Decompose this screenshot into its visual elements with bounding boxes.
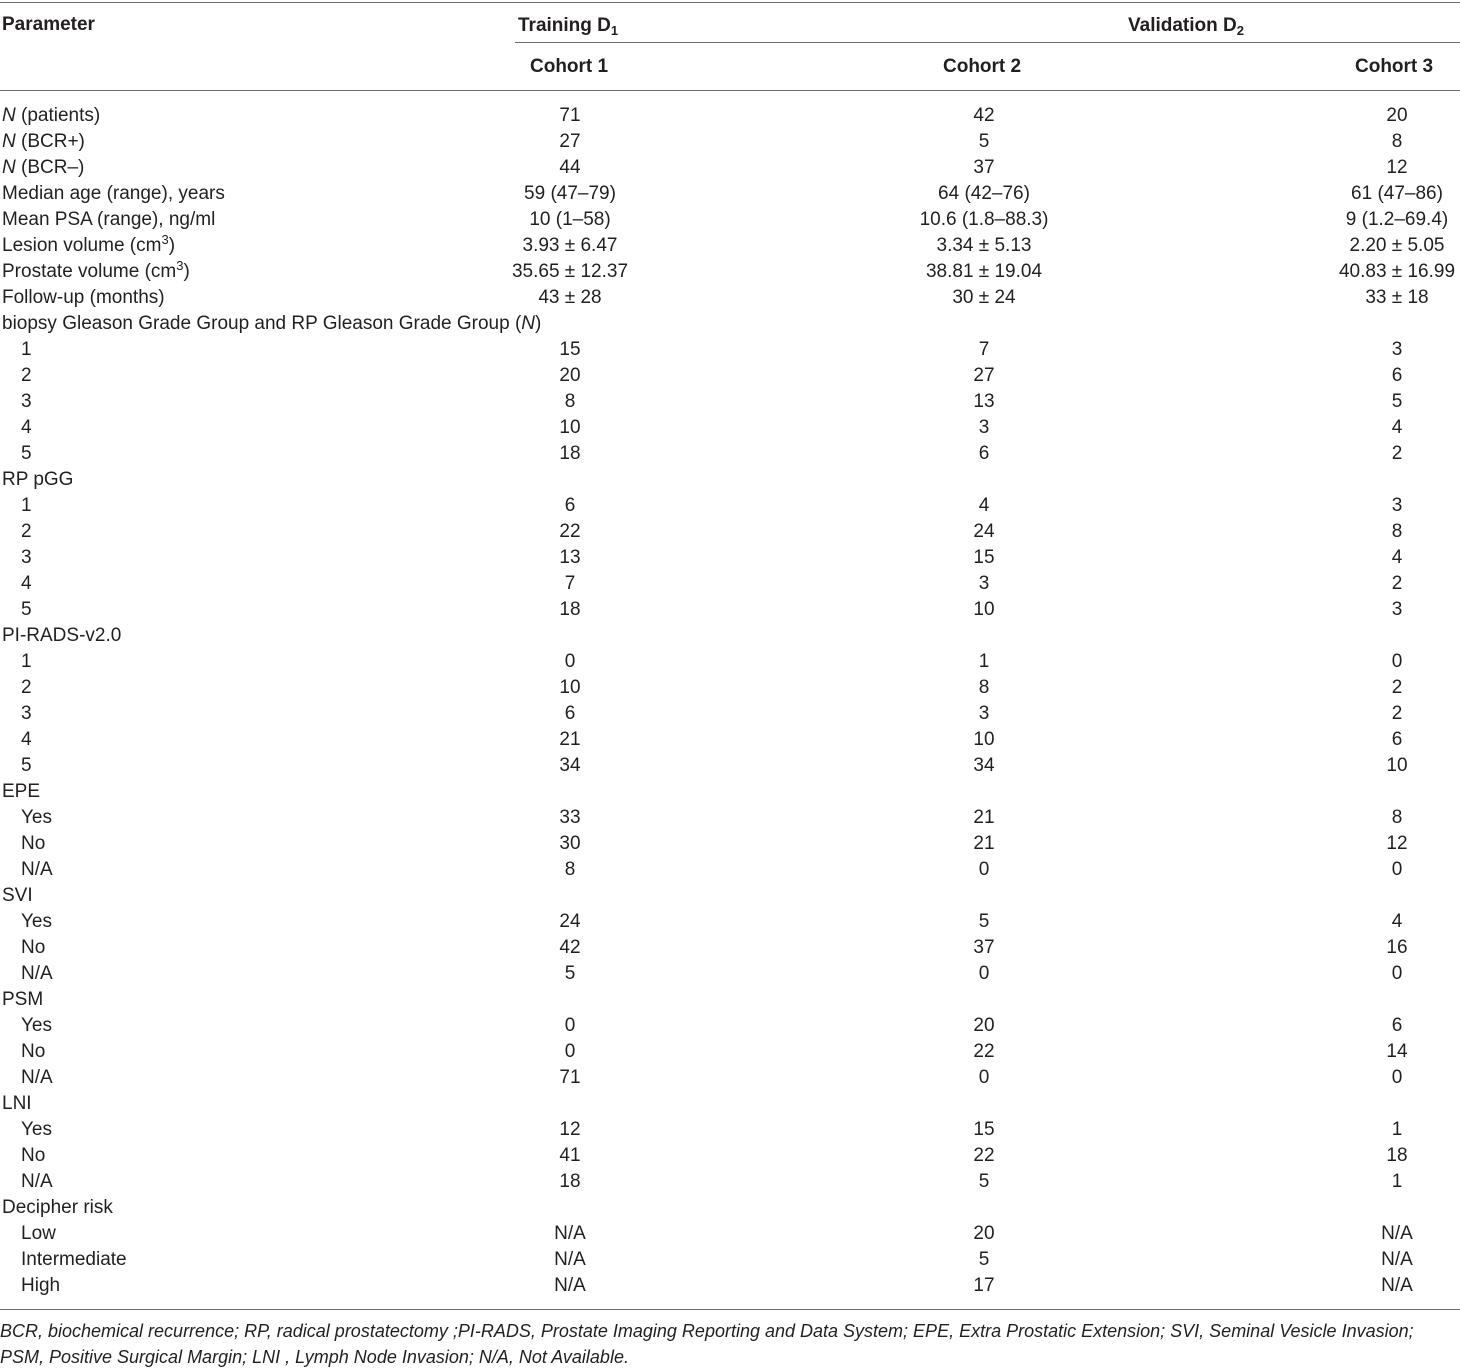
table-row <box>0 155 1460 181</box>
cohort-3-value: 33 ± 18 <box>1365 287 1429 308</box>
row-label: 1 <box>21 495 32 516</box>
cohort-2-value: 17 <box>973 1275 995 1296</box>
row-label: N (BCR+) <box>2 131 85 152</box>
cohort-1-value: 33 <box>559 807 581 828</box>
cohort-2-value: 6 <box>978 443 990 464</box>
cohort-3-value: 1 <box>1391 1171 1403 1192</box>
table-row <box>0 285 1460 311</box>
table-row <box>0 597 1460 623</box>
row-label: Intermediate <box>21 1249 127 1270</box>
header-validation-subscript: 2 <box>1236 23 1244 38</box>
table-row <box>0 441 1460 467</box>
table-row <box>0 519 1460 545</box>
header-cohort-3: Cohort 3 <box>1355 56 1434 77</box>
cohort-3-value: 20 <box>1386 105 1408 126</box>
cohort-1-value: 41 <box>559 1145 581 1166</box>
table-row <box>0 1039 1460 1065</box>
cohort-2-value: 3 <box>978 703 990 724</box>
header-cohort-1: Cohort 1 <box>530 56 609 77</box>
cohort-3-value: 6 <box>1391 1015 1403 1036</box>
cohort-1-value: 21 <box>559 729 581 750</box>
cohort-1-value: 27 <box>559 131 581 152</box>
row-label: PI-RADS-v2.0 <box>2 625 122 646</box>
row-label: N/A <box>21 859 53 880</box>
cohort-1-value: 15 <box>559 339 581 360</box>
table-row <box>0 675 1460 701</box>
cohort-1-value: 3.93 ± 6.47 <box>522 235 618 256</box>
table-row <box>0 1169 1460 1195</box>
cohort-3-value: 2 <box>1391 703 1403 724</box>
row-label: Yes <box>21 911 52 932</box>
table-row <box>0 363 1460 389</box>
row-label: 2 <box>21 521 32 542</box>
row-label: Lesion volume $(cm^3)$ <box>2 232 176 256</box>
cohort-2-value: 0 <box>978 1067 990 1088</box>
header-training <box>518 13 618 39</box>
cohort-2-value: 15 <box>973 1119 995 1140</box>
cohort-2-value: 3.34 ± 5.13 <box>936 235 1032 256</box>
cohort-1-value: 35.65 ± 12.37 <box>511 261 629 282</box>
cohort-1-value: 22 <box>559 521 581 542</box>
cohort-1-value: 0 <box>564 1041 576 1062</box>
table-row <box>0 701 1460 727</box>
header-training-label: Training D <box>518 15 611 36</box>
cohort-2-value: 10 <box>973 729 995 750</box>
cohort-2-value: 4 <box>978 495 990 516</box>
table-row <box>0 1065 1460 1091</box>
header-rule <box>0 90 1460 91</box>
row-label: SVI <box>2 885 33 906</box>
bottom-rule <box>0 1309 1460 1310</box>
header-parameter: Parameter <box>2 14 95 35</box>
cohort-2-value: 5 <box>978 131 990 152</box>
row-label: No <box>21 1041 46 1062</box>
cohort-3-value: 12 <box>1386 157 1408 178</box>
table-row <box>0 805 1460 831</box>
row-label: RP pGG <box>2 469 74 490</box>
table-row <box>0 259 1460 285</box>
cohort-3-value: N/A <box>1381 1223 1413 1244</box>
cohort-3-value: 2 <box>1391 677 1403 698</box>
table-row <box>0 753 1460 779</box>
cohort-2-value: 22 <box>973 1041 995 1062</box>
table-body <box>0 103 1460 1299</box>
cohort-3-value: 18 <box>1386 1145 1408 1166</box>
cohort-1-value: 71 <box>559 1067 581 1088</box>
cohort-2-value: 1 <box>978 651 990 672</box>
cohort-2-value: 5 <box>978 911 990 932</box>
cohort-3-value: 1 <box>1391 1119 1403 1140</box>
row-label: 5 <box>21 599 32 620</box>
row-label: 1 <box>21 339 32 360</box>
row-label: 2 <box>21 677 32 698</box>
cohort-3-value: 6 <box>1391 729 1403 750</box>
table-row <box>0 987 1460 1013</box>
cohort-2-value: 22 <box>973 1145 995 1166</box>
cohort-3-value: 61 (47–86) <box>1351 183 1443 204</box>
table-row <box>0 389 1460 415</box>
cohort-3-value: 3 <box>1391 339 1403 360</box>
row-label: Mean PSA (range), ng/ml <box>2 209 216 230</box>
table-row <box>0 311 1460 337</box>
group-header-rule <box>515 42 1460 43</box>
cohort-3-value: 2.20 ± 5.05 <box>1349 235 1445 256</box>
row-label: PSM <box>2 989 44 1010</box>
cohort-1-value: 42 <box>559 937 581 958</box>
row-label: 2 <box>21 365 32 386</box>
row-label: Prostate volume $(cm^3)$ <box>2 258 190 282</box>
row-label: N (patients) <box>2 105 101 126</box>
cohort-2-value: 5 <box>978 1249 990 1270</box>
table-footnote: BCR, biochemical recurrence; RP, radical prostatectomy ;PI-RADS, Prostate Imaging Reporting and Data System; EPE, Extra Prostatic Extension; SVI, Seminal Vesicle Invasion; PSM, Positive Surgical Margin; LNI , Lymph Node Invasion; N/A, Not Available. <box>0 1321 1414 1367</box>
cohort-1-value: 20 <box>559 365 581 386</box>
cohort-1-value: 0 <box>564 1015 576 1036</box>
row-label: Low <box>21 1223 56 1244</box>
cohort-3-value: 9 (1.2–69.4) <box>1345 209 1449 230</box>
cohort-2-value: 24 <box>973 521 995 542</box>
cohort-3-value: 6 <box>1391 365 1403 386</box>
cohort-3-value: N/A <box>1381 1249 1413 1270</box>
table-row <box>0 181 1460 207</box>
cohort-1-value: 44 <box>559 157 581 178</box>
row-label: 5 <box>21 755 32 776</box>
cohort-1-value: 59 (47–79) <box>524 183 616 204</box>
row-label: 4 <box>21 417 32 438</box>
cohort-2-value: 5 <box>978 1171 990 1192</box>
table-row <box>0 623 1460 649</box>
table-row <box>0 1273 1460 1299</box>
header-training-subscript: 1 <box>610 23 619 38</box>
cohort-3-value: 16 <box>1386 937 1408 958</box>
header-validation-label: Validation D <box>1128 15 1237 36</box>
cohort-1-value: 7 <box>564 573 576 594</box>
cohort-1-value: 18 <box>559 599 581 620</box>
row-label: Yes <box>21 807 52 828</box>
header-validation <box>1128 13 1244 39</box>
table-row <box>0 1195 1460 1221</box>
row-label: Median age (range), years <box>2 183 225 204</box>
cohort-3-value: 0 <box>1391 651 1403 672</box>
cohort-2-value: 0 <box>978 963 990 984</box>
cohort-1-value: 10 <box>559 417 581 438</box>
cohort-2-value: 3 <box>978 573 990 594</box>
row-label: N (BCR–) <box>2 157 85 178</box>
cohort-2-value: 42 <box>973 105 995 126</box>
cohort-1-value: 6 <box>564 495 576 516</box>
cohort-3-value: 2 <box>1391 443 1403 464</box>
cohort-3-value: 8 <box>1391 131 1403 152</box>
table-row <box>0 207 1460 233</box>
table-row <box>0 233 1460 259</box>
row-label: 3 <box>21 703 32 724</box>
cohort-3-value: 8 <box>1391 521 1403 542</box>
row-label: Decipher risk <box>2 1197 113 1218</box>
top-rule <box>0 2 1460 3</box>
cohort-2-value: 21 <box>973 833 995 854</box>
cohort-3-value: 0 <box>1391 963 1403 984</box>
table-row <box>0 935 1460 961</box>
cohort-1-value: 8 <box>564 859 576 880</box>
cohort-2-value: 34 <box>973 755 995 776</box>
row-label: EPE <box>2 781 41 802</box>
row-label: 3 <box>21 547 32 568</box>
row-label: 4 <box>21 573 32 594</box>
table-row <box>0 1221 1460 1247</box>
table-row <box>0 649 1460 675</box>
table-row <box>0 1247 1460 1273</box>
cohort-1-value: 24 <box>559 911 581 932</box>
table-row <box>0 1143 1460 1169</box>
cohort-3-value: N/A <box>1381 1275 1413 1296</box>
row-label: No <box>21 833 46 854</box>
cohort-1-value: 0 <box>564 651 576 672</box>
row-label: Yes <box>21 1119 52 1140</box>
row-label: Yes <box>21 1015 52 1036</box>
cohort-3-value: 2 <box>1391 573 1403 594</box>
cohort-3-value: 12 <box>1386 833 1408 854</box>
cohort-2-value: 10 <box>973 599 995 620</box>
table-row <box>0 415 1460 441</box>
table-row <box>0 1117 1460 1143</box>
row-label: No <box>21 937 46 958</box>
table-row <box>0 883 1460 909</box>
cohort-3-value: 4 <box>1391 911 1403 932</box>
cohort-2-value: 30 ± 24 <box>952 287 1016 308</box>
table-row <box>0 571 1460 597</box>
cohort-1-value: 8 <box>564 391 576 412</box>
cohort-1-value: N/A <box>554 1249 586 1270</box>
table-row <box>0 103 1460 129</box>
cohort-1-value: 12 <box>559 1119 581 1140</box>
cohort-3-value: 8 <box>1391 807 1403 828</box>
row-label: Follow-up (months) <box>2 287 165 308</box>
cohort-3-value: 0 <box>1391 1067 1403 1088</box>
row-label: LNI <box>2 1093 32 1114</box>
table-row <box>0 961 1460 987</box>
cohort-3-value: 4 <box>1391 547 1403 568</box>
cohort-3-value: 40.83 ± 16.99 <box>1338 261 1456 282</box>
row-label: N/A <box>21 1171 53 1192</box>
row-label: 4 <box>21 729 32 750</box>
cohort-1-value: 18 <box>559 1171 581 1192</box>
cohort-1-value: 71 <box>559 105 581 126</box>
cohort-3-value: 0 <box>1391 859 1403 880</box>
cohort-1-value: 30 <box>559 833 581 854</box>
cohort-1-value: 18 <box>559 443 581 464</box>
cohort-1-value: 5 <box>564 963 576 984</box>
table-row <box>0 1091 1460 1117</box>
cohort-1-value: 10 <box>559 677 581 698</box>
cohort-1-value: 10 (1–58) <box>529 209 611 230</box>
cohort-2-value: 27 <box>973 365 995 386</box>
row-label: High <box>21 1275 61 1296</box>
cohort-3-value: 3 <box>1391 495 1403 516</box>
cohort-3-value: 3 <box>1391 599 1403 620</box>
cohort-2-value: 20 <box>973 1223 995 1244</box>
table-row <box>0 727 1460 753</box>
cohort-2-value: 37 <box>973 937 995 958</box>
table-row <box>0 779 1460 805</box>
cohort-2-value: 13 <box>973 391 995 412</box>
cohort-2-value: 38.81 ± 19.04 <box>925 261 1043 282</box>
cohort-2-value: 20 <box>973 1015 995 1036</box>
cohort-1-value: N/A <box>554 1275 586 1296</box>
cohort-1-value: 6 <box>564 703 576 724</box>
cohort-2-value: 3 <box>978 417 990 438</box>
cohort-2-value: 10.6 (1.8–88.3) <box>919 209 1049 230</box>
row-label: No <box>21 1145 46 1166</box>
cohort-1-value: 43 ± 28 <box>538 287 602 308</box>
table-row <box>0 337 1460 363</box>
cohort-1-value: N/A <box>554 1223 586 1244</box>
cohort-2-value: 64 (42–76) <box>938 183 1030 204</box>
cohort-1-value: 13 <box>559 547 581 568</box>
header-cohort-2: Cohort 2 <box>943 56 1022 77</box>
cohort-1-value: 34 <box>559 755 581 776</box>
table-row <box>0 467 1460 493</box>
table-row <box>0 493 1460 519</box>
cohort-2-value: 37 <box>973 157 995 178</box>
row-label: 1 <box>21 651 32 672</box>
cohort-2-value: 15 <box>973 547 995 568</box>
table-row <box>0 129 1460 155</box>
cohort-3-value: 5 <box>1391 391 1403 412</box>
cohort-2-value: 0 <box>978 859 990 880</box>
cohort-3-value: 4 <box>1391 417 1403 438</box>
row-label: biopsy Gleason Grade Group and RP Gleason Grade Group (N) <box>2 313 542 334</box>
table-row <box>0 1013 1460 1039</box>
cohort-2-value: 7 <box>978 339 990 360</box>
table-row <box>0 909 1460 935</box>
table-row <box>0 857 1460 883</box>
row-label: 3 <box>21 391 32 412</box>
row-label: 5 <box>21 443 32 464</box>
cohort-2-value: 8 <box>978 677 990 698</box>
table-row <box>0 545 1460 571</box>
table-row <box>0 831 1460 857</box>
cohort-2-value: 21 <box>973 807 995 828</box>
cohort-3-value: 14 <box>1386 1041 1408 1062</box>
row-label: N/A <box>21 1067 53 1088</box>
row-label: N/A <box>21 963 53 984</box>
cohort-3-value: 10 <box>1386 755 1408 776</box>
